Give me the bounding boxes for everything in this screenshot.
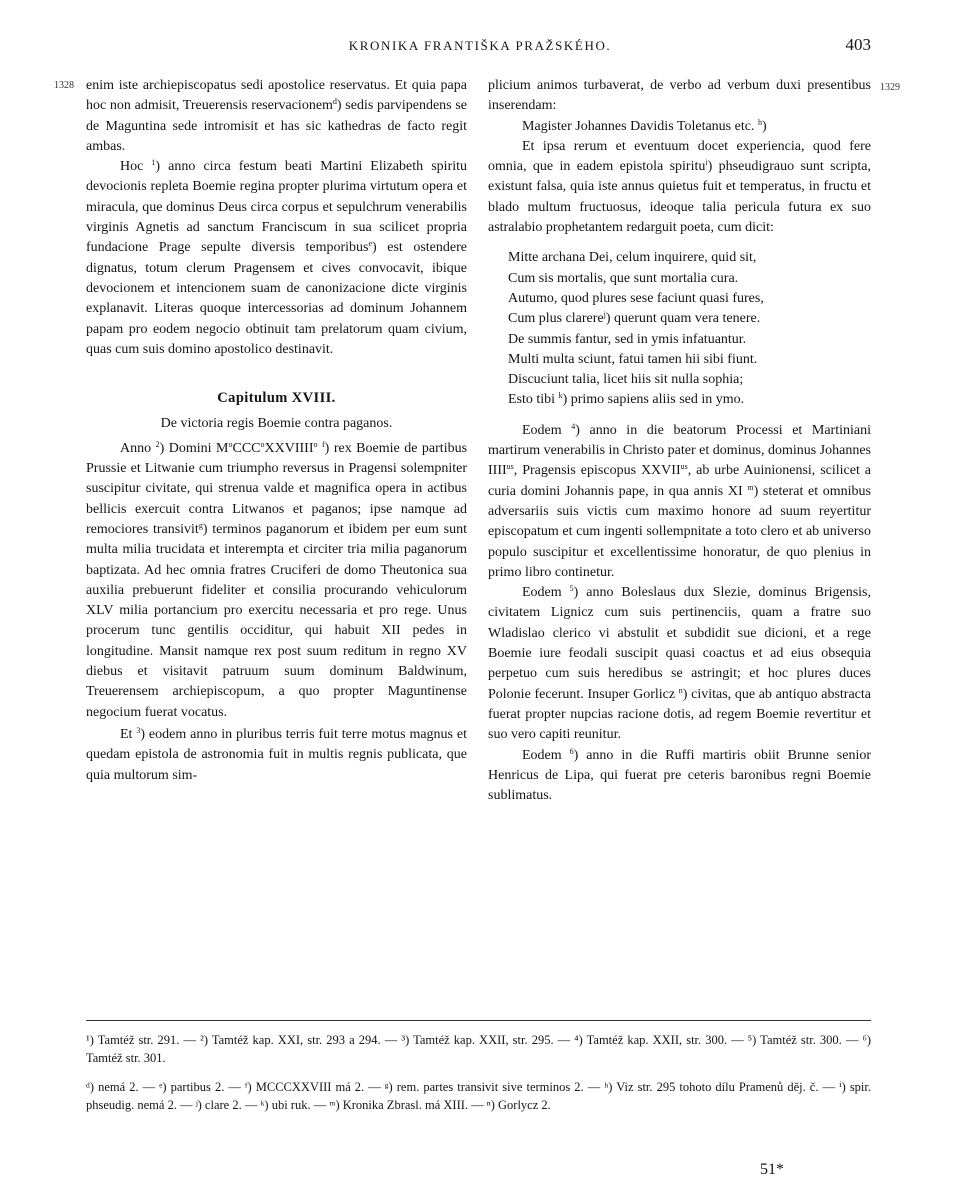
running-header [0, 35, 960, 59]
chapter-heading: Capitulum XVIII. [217, 390, 336, 407]
right-column [488, 76, 871, 806]
paragraph: enim iste archiepiscopatus sedi apostolice reservatus. Et quia papa hoc non admisit, Treuerensis reservacionem$^d$) sedis parvipendens se de Maguntina sede intromisit et has sic kathedras de facto regit ambas. [86, 78, 467, 154]
poem-line: De summis fantur, sed in ymis infatuantur. [508, 331, 747, 347]
poem [508, 248, 871, 410]
poem-line: Cum sis mortalis, que sunt mortalia cura. [508, 270, 739, 286]
page-number: 403 [845, 35, 871, 54]
footnotes-numbered [86, 1031, 871, 1067]
paragraph: plicium animos turbaverat, de verbo ad verbum duxi presentibus inserendam: [488, 78, 871, 114]
paragraph: Et ipsa rerum et eventuum docet experiencia, quod fere omnia, que in eadem epistola spiritu$^i$) phseudigrauo sunt scripta, existunt falsa, quia iste annus quietus fuit et temperatus, in fructu et blado multum fructuosus, ideoque talia pericula futura ex suo astralabio prophetantem redarguit poeta, cum dicit: [488, 138, 872, 236]
header-title: KRONIKA FRANTIŠKA PRAŽSKÉHO. [348, 38, 612, 53]
margin-year-right: 1329 [880, 82, 900, 93]
paragraph: Hoc $^1$) anno circa festum beati Martini Elizabeth spiritu devocionis repleta Boemie regina propter plurima virtutum opera et miracula, que dominus Deus circa corpus et sepulchrum venerabilis virginis Agnetis ad sanctum Franciscum in sua scilicet propria fundacione Prage sepulte diversis temporibus$^e$) est ostendere dignatus, totum clerum Pragensem et cives convocavit, ibique devocionem et intencionem suam de canonizacione dicte virginis explanavit. Literas quoque intercessorias ad dominum Johannem papam pro eodem negocio obtinuit tam prelatorum quam civium, quas cum suis domino apostolico destinavit. [86, 158, 468, 357]
poem-line: Cum plus clarere$^j$) querunt quam vera tenere. [508, 310, 761, 327]
left-column [86, 76, 467, 786]
footnote-text: ¹) Tamtéž str. 291. — ²) Tamtéž kap. XXI, str. 293 a 294. — ³) Tamtéž kap. XXII, str. 295. — ⁴) Tamtéž kap. XXII, str. 300. — ⁵) Tamtéž str. 300. — ⁶) Tamtéž str. 301. [86, 1033, 871, 1065]
paragraph: Eodem $^6$) anno in die Ruffi martiris obiit Brunne senior Henricus de Lipa, qui fuerat pre ceteris baronibus regni Boemie sublimatus. [488, 746, 872, 804]
margin-year-left: 1328 [54, 80, 74, 91]
sheet-signature-mark: 51* [760, 1161, 784, 1178]
paragraph: Et $^3$) eodem anno in pluribus terris fuit terre motus magnus et quedam epistola de astronomia fuit in multis regnis publicata, que quia multorum sim- [86, 725, 467, 783]
footnotes-lettered [86, 1078, 871, 1114]
poem-line: Autumo, quod plures sese faciunt quasi fures, [508, 290, 764, 306]
paragraph: Eodem $^5$) anno Boleslaus dux Slezie, dominus Brigensis, civitatem Lignicz cum suis pertinenciis, quam a fratre suo Wladislao clerico vi abstulit et subdidit sue dicioni, et a rege Boemie iure feodali suscipit quasi coactus et ad eius obsequia perpetuo cum suis heredibus se astringit; et hoc plures duces Polonie fecerunt. Insuper Gorlicz $^n$) civitas, que ab antiquo abstracta fuerat propter nupcias racione dotis, ad regem Boemie revertitur et suo vero capiti reunitur. [488, 584, 871, 743]
poem-line: Esto tibi $^k$) primo sapiens aliis sed in ymo. [508, 391, 745, 408]
poem-line: Discuciunt talia, licet hiis sit nulla sophia; [508, 372, 744, 388]
paragraph: Eodem $^4$) anno in die beatorum Processi et Martiniani martirum venerabilis in Christo pater et dominus, dominus Johannes $IIII^{us}$, Pragensis episcopus $XXVII^{us}$, ab urbe Auinionensi, scilicet a curia domini Johannis pape, in qua annis XI $^m$) steterat et omnibus adversariis suis victis cum maximo honore ad suum reyertitur episcopatum et cum ingenti sollempnitate a toto clero et ab universo populo suscipitur et excellentissime honoratur, de quo plenius in primo libro continetur. [488, 421, 872, 580]
footnote-divider [86, 1020, 871, 1021]
poem-line: Multi multa sciunt, fatui tamen hii sibi fiunt. [508, 351, 758, 367]
chapter-subtitle: De victoria regis Boemie contra paganos. [160, 416, 393, 432]
footnote-text: ᵈ) nemá 2. — ᵉ) partibus 2. — ᶠ) MCCCXXVIII má 2. — ᵍ) rem. partes transivit sive terminos 2. — ʰ) Viz str. 295 tohoto dílu Pramenů děj. č. — ⁱ) spir. phseudig. nemá 2. — ʲ) clare 2. — ᵏ) ubi ruk. — ᵐ) Kronika Zbrasl. má XIII. — ⁿ) Gorlycz 2. [86, 1080, 871, 1112]
paragraph: Anno $^2$) Domini $M^oCCC^oXXVIIII^o$ $^f$) rex Boemie de partibus Prussie et Litwanie cum triumpho reversus in Pragensi solempniter suscipitur civitate, qui strenua valde et magnifica opera in actibus bellicis exercuit contra Litwanos et paganos; ipse namque ad remociores transivit$^g$) terminos paganorum et ibidem per eum sunt multa milia trucidata et interempta et circiter tria milia paganorum baptizata. Ad hec omnia fratres Cruciferi de domo Theutonica sua auxilia prebuerunt fideliter et consilia procurando vehiculorum XLV milia portancium pro exercitu necessaria et pro rege. Unus procerum tunc gentilis occiditur, qui habuit XII pedes in longitudine. Mansit namque rex post suum reditum in regno XV diebus et visitavit patruum suum dominum Baldwinum, Treuerensem archiepiscopum, a quo propter Maguntinense negocium fuerat vocatus. [86, 439, 468, 720]
paragraph: Magister Johannes Davidis Toletanus etc. $^h$) [522, 117, 767, 134]
poem-line: Mitte archana Dei, celum inquirere, quid sit, [508, 250, 757, 266]
